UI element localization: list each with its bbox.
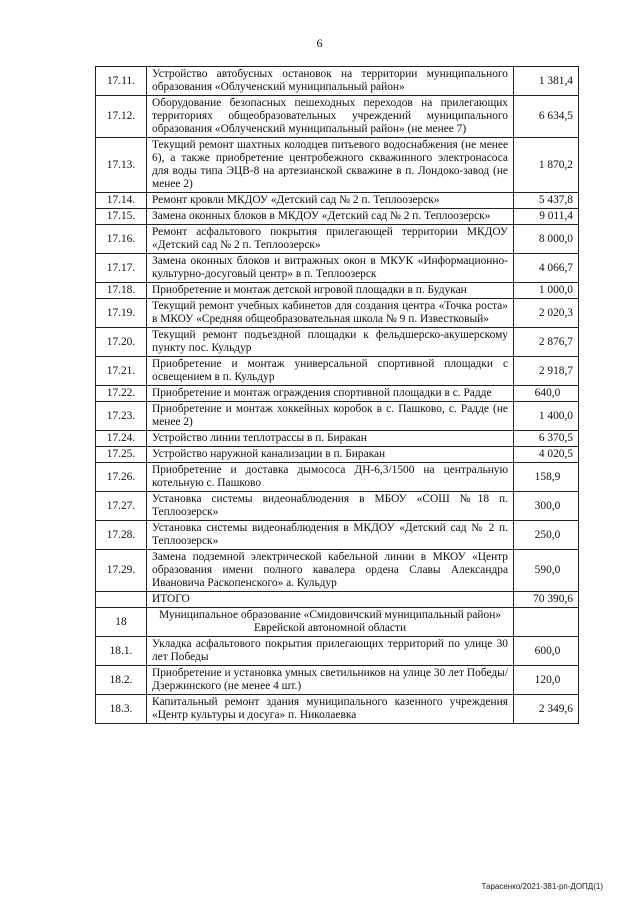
row-amount: 250,0 (514, 521, 579, 550)
row-number: 17.21. (96, 357, 147, 386)
row-description: Ремонт кровли МКДОУ «Детский сад № 2 п. Теплоозерск» (147, 193, 514, 209)
row-number: 17.13. (96, 138, 147, 193)
table-row (96, 463, 579, 492)
row-number: 17.17. (96, 254, 147, 283)
row-number: 17.23. (96, 402, 147, 431)
table-row (96, 328, 579, 357)
document-footer: Тарасенко/2021-381-рп-ДОПД(1) (481, 882, 603, 891)
row-number: 17.12. (96, 96, 147, 138)
total-amount: 70 390,6 (514, 592, 579, 608)
table-row (96, 386, 579, 402)
table-row (96, 67, 579, 96)
row-amount: 4 020,5 (514, 447, 579, 463)
table-row (96, 492, 579, 521)
row-number: 17.19. (96, 299, 147, 328)
row-number: 18 (96, 608, 147, 637)
row-number: 17.16. (96, 225, 147, 254)
table-row (96, 209, 579, 225)
table-row (96, 138, 579, 193)
row-number: 17.26. (96, 463, 147, 492)
row-number (96, 592, 147, 608)
row-amount: 120,0 (514, 666, 579, 695)
row-description: Устройство автобусных остановок на территории муниципального образования «Облученский муниципальный район» (147, 67, 514, 96)
row-description: Ремонт асфальтового покрытия прилегающей территории МКДОУ «Детский сад № 2 п. Теплоозерск» (147, 225, 514, 254)
row-number: 18.1. (96, 637, 147, 666)
table-row (96, 447, 579, 463)
row-amount: 6 370,5 (514, 431, 579, 447)
row-amount (514, 608, 579, 637)
table-row (96, 666, 579, 695)
row-amount: 9 011,4 (514, 209, 579, 225)
row-number: 17.25. (96, 447, 147, 463)
table-body (96, 67, 579, 724)
row-amount: 5 437,8 (514, 193, 579, 209)
row-description: Приобретение и доставка дымососа ДН-6,3/1500 на центральную котельную с. Пашково (147, 463, 514, 492)
table-row (96, 608, 579, 637)
table-row (96, 299, 579, 328)
budget-table (95, 66, 579, 724)
table-row (96, 431, 579, 447)
row-number: 17.27. (96, 492, 147, 521)
row-number: 17.11. (96, 67, 147, 96)
table-row (96, 637, 579, 666)
table-row (96, 96, 579, 138)
table-row (96, 402, 579, 431)
row-amount: 158,9 (514, 463, 579, 492)
row-number: 18.2. (96, 666, 147, 695)
row-description: Замена оконных блоков и витражных окон в МКУК «Информационно-культурно-досуговый центр» в п. Теплоозерск (147, 254, 514, 283)
row-number: 17.29. (96, 550, 147, 592)
row-description: Приобретение и монтаж ограждения спортивной площадки в с. Радде (147, 386, 514, 402)
row-description: Приобретение и монтаж хоккейных коробок в с. Пашково, с. Радде (не менее 2) (147, 402, 514, 431)
row-number: 17.14. (96, 193, 147, 209)
region-heading: Муниципальное образование «Смидовичский муниципальный район» Еврейской автономной области (147, 608, 514, 637)
table-row (96, 225, 579, 254)
row-description: Текущий ремонт шахтных колодцев питьевого водоснабжения (не менее 6), а также приобретение центробежного скважинного электронасоса для воды типа ЭЦВ-8 на артезианской скважине в п. Лондоко-завод (не менее 2) (147, 138, 514, 193)
row-amount: 4 066,7 (514, 254, 579, 283)
row-amount: 2 020,3 (514, 299, 579, 328)
row-amount: 600,0 (514, 637, 579, 666)
row-amount: 1 870,2 (514, 138, 579, 193)
row-amount: 6 634,5 (514, 96, 579, 138)
row-number: 17.15. (96, 209, 147, 225)
row-amount: 640,0 (514, 386, 579, 402)
total-label: ИТОГО (147, 592, 514, 608)
row-amount: 2 918,7 (514, 357, 579, 386)
row-description: Текущий ремонт учебных кабинетов для создания центра «Точка роста» в МКОУ «Средняя общеобразовательная школа № 9 п. Известковый» (147, 299, 514, 328)
row-amount: 590,0 (514, 550, 579, 592)
row-amount: 1 400,0 (514, 402, 579, 431)
row-description: Установка системы видеонаблюдения в МКДОУ «Детский сад № 2 п. Теплоозерск» (147, 521, 514, 550)
row-amount: 2 349,6 (514, 695, 579, 724)
table-row (96, 695, 579, 724)
row-description: Установка системы видеонаблюдения в МБОУ «СОШ №18 п. Теплоозерск» (147, 492, 514, 521)
row-number: 18.3. (96, 695, 147, 724)
row-description: Капитальный ремонт здания муниципального казенного учреждения «Центр культуры и досуга» п. Николаевка (147, 695, 514, 724)
row-description: Приобретение и монтаж универсальной спортивной площадки с освещением в п. Кульдур (147, 357, 514, 386)
row-amount: 2 876,7 (514, 328, 579, 357)
table-row (96, 592, 579, 608)
row-description: Укладка асфальтового покрытия прилегающих территорий по улице 30 лет Победы (147, 637, 514, 666)
row-description: Замена оконных блоков в МКДОУ «Детский сад № 2 п. Теплоозерск» (147, 209, 514, 225)
row-number: 17.24. (96, 431, 147, 447)
table-row (96, 283, 579, 299)
row-number: 17.20. (96, 328, 147, 357)
table-row (96, 254, 579, 283)
row-amount: 8 000,0 (514, 225, 579, 254)
table-row (96, 550, 579, 592)
row-description: Приобретение и установка умных светильников на улице 30 лет Победы/Дзержинского (не менее 4 шт.) (147, 666, 514, 695)
page-number: 6 (316, 36, 323, 50)
table-row (96, 521, 579, 550)
table-row (96, 357, 579, 386)
row-number: 17.18. (96, 283, 147, 299)
row-description: Текущий ремонт подъездной площадки к фельдшерско-акушерскому пункту пос. Кульдур (147, 328, 514, 357)
row-amount: 1 000,0 (514, 283, 579, 299)
row-amount: 300,0 (514, 492, 579, 521)
row-amount: 1 381,4 (514, 67, 579, 96)
row-description: Устройство наружной канализации в п. Биракан (147, 447, 514, 463)
row-description: Приобретение и монтаж детской игровой площадки в п. Будукан (147, 283, 514, 299)
row-description: Замена подземной электрической кабельной линии в МКОУ «Центр образования имени полного кавалера ордена Славы Александра Ивановича Раскопенского» а. Кульдур (147, 550, 514, 592)
row-description: Устройство линии теплотрассы в п. Биракан (147, 431, 514, 447)
row-number: 17.22. (96, 386, 147, 402)
row-description: Оборудование безопасных пешеходных переходов на прилегающих территориях общеобразовательных учреждений муниципального образования «Облученский муниципальный район» (не менее 7) (147, 96, 514, 138)
row-number: 17.28. (96, 521, 147, 550)
table-row (96, 193, 579, 209)
